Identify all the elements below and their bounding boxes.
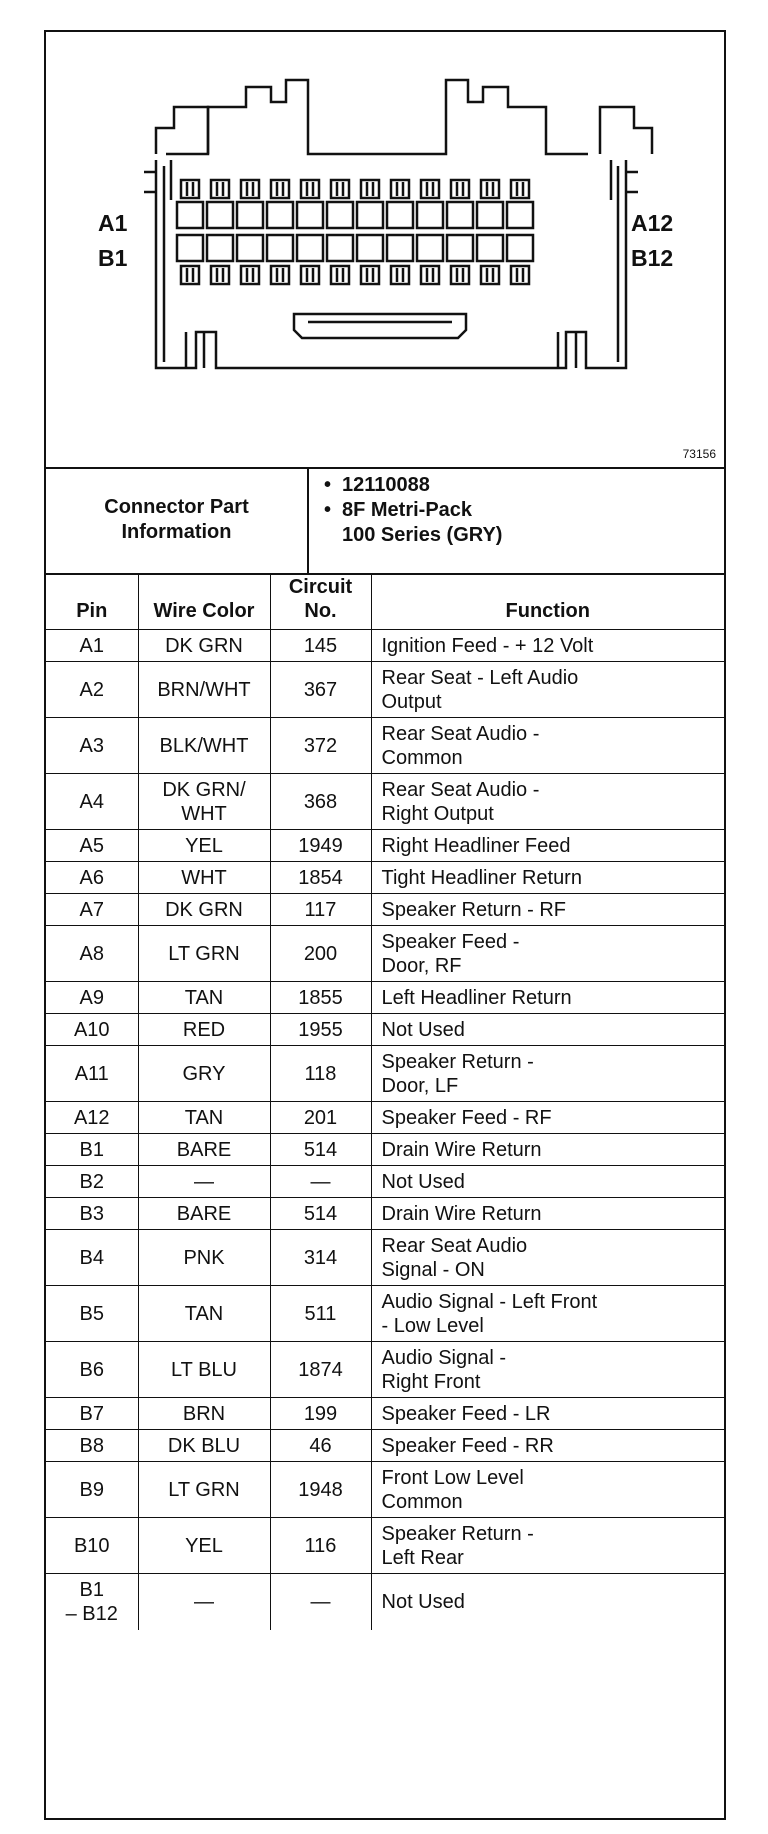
circuit-cell: 1955 bbox=[270, 1014, 371, 1046]
pin-cell: A1 bbox=[46, 630, 138, 662]
pin-cell: A2 bbox=[46, 662, 138, 718]
function-cell: Left Headliner Return bbox=[371, 982, 724, 1014]
pin-latch-b bbox=[361, 266, 379, 284]
circuit-cell: 367 bbox=[270, 662, 371, 718]
pin-cell: A6 bbox=[46, 862, 138, 894]
pin-cell-a bbox=[507, 202, 533, 228]
wire-color-cell: — bbox=[138, 1574, 270, 1630]
pin-cell-b bbox=[357, 235, 383, 261]
connector-face-icon bbox=[46, 32, 724, 467]
pin-latch-a-detail bbox=[217, 182, 223, 196]
pin-latch-a-detail bbox=[307, 182, 313, 196]
function-cell: Not Used bbox=[371, 1014, 724, 1046]
pin-latch-a-detail bbox=[457, 182, 463, 196]
connector-diagram bbox=[46, 32, 724, 469]
pin-latch-b-detail bbox=[367, 268, 373, 282]
pin-cell-a bbox=[417, 202, 443, 228]
function-cell: Audio Signal - Left Front - Low Level bbox=[371, 1286, 724, 1342]
pin-cell: A7 bbox=[46, 894, 138, 926]
wire-color-cell: DK BLU bbox=[138, 1430, 270, 1462]
pin-latch-a-detail bbox=[247, 182, 253, 196]
part-info-list bbox=[324, 473, 502, 548]
pin-latch-b bbox=[391, 266, 409, 284]
table-row bbox=[46, 718, 724, 774]
wire-color-cell: BRN bbox=[138, 1398, 270, 1430]
wire-color-cell: — bbox=[138, 1166, 270, 1198]
pin-cell-b bbox=[327, 235, 353, 261]
table-row bbox=[46, 1430, 724, 1462]
wire-color-cell: YEL bbox=[138, 1518, 270, 1574]
part-info-item bbox=[324, 498, 502, 548]
wire-color-cell: BLK/WHT bbox=[138, 718, 270, 774]
wire-color-cell: DK GRN bbox=[138, 630, 270, 662]
pin-cell-b bbox=[297, 235, 323, 261]
function-cell: Right Headliner Feed bbox=[371, 830, 724, 862]
pin-cell: B7 bbox=[46, 1398, 138, 1430]
table-row bbox=[46, 774, 724, 830]
wire-color-cell: RED bbox=[138, 1014, 270, 1046]
pin-latch-b-detail bbox=[217, 268, 223, 282]
figure-number: 73156 bbox=[682, 447, 716, 461]
pin-latch-a bbox=[181, 180, 199, 198]
pin-cell-b bbox=[387, 235, 413, 261]
pin-cell: A8 bbox=[46, 926, 138, 982]
pin-latch-b bbox=[301, 266, 319, 284]
pin-cell-a bbox=[327, 202, 353, 228]
circuit-cell: 46 bbox=[270, 1430, 371, 1462]
circuit-cell: 118 bbox=[270, 1046, 371, 1102]
function-cell: Not Used bbox=[371, 1166, 724, 1198]
table-row bbox=[46, 1286, 724, 1342]
function-cell: Speaker Feed - Door, RF bbox=[371, 926, 724, 982]
table-row bbox=[46, 1134, 724, 1166]
pin-cell-a bbox=[477, 202, 503, 228]
pin-latch-b-detail bbox=[397, 268, 403, 282]
function-cell: Rear Seat Audio - Right Output bbox=[371, 774, 724, 830]
pin-latch-b-detail bbox=[187, 268, 193, 282]
wire-color-cell: LT BLU bbox=[138, 1342, 270, 1398]
function-cell: Speaker Return - Door, LF bbox=[371, 1046, 724, 1102]
pin-latch-a-detail bbox=[277, 182, 283, 196]
pin-latch-a-detail bbox=[397, 182, 403, 196]
table-row bbox=[46, 662, 724, 718]
pin-latch-b bbox=[181, 266, 199, 284]
bullet-icon: • bbox=[324, 499, 332, 521]
pin-latch-a bbox=[211, 180, 229, 198]
circuit-cell: 514 bbox=[270, 1134, 371, 1166]
pin-latch-a bbox=[511, 180, 529, 198]
pin-latch-b bbox=[241, 266, 259, 284]
table-row bbox=[46, 926, 724, 982]
pin-cell: A11 bbox=[46, 1046, 138, 1102]
function-cell: Speaker Feed - LR bbox=[371, 1398, 724, 1430]
pin-cell: B8 bbox=[46, 1430, 138, 1462]
table-row bbox=[46, 830, 724, 862]
function-cell: Front Low Level Common bbox=[371, 1462, 724, 1518]
pin-latch-b bbox=[451, 266, 469, 284]
connector-series: 8F Metri-Pack 100 Series (GRY) bbox=[342, 499, 503, 546]
bullet-icon: • bbox=[324, 474, 332, 496]
wire-color-cell: DK GRN/ WHT bbox=[138, 774, 270, 830]
table-row bbox=[46, 1230, 724, 1286]
pin-latch-b-detail bbox=[487, 268, 493, 282]
pin-cell: B6 bbox=[46, 1342, 138, 1398]
table-row bbox=[46, 1342, 724, 1398]
pin-cell: B5 bbox=[46, 1286, 138, 1342]
pin-cell: A10 bbox=[46, 1014, 138, 1046]
wire-color-cell: YEL bbox=[138, 830, 270, 862]
part-info-label: Connector Part Information bbox=[46, 467, 309, 573]
circuit-cell: — bbox=[270, 1166, 371, 1198]
pin-latch-b-detail bbox=[247, 268, 253, 282]
label-a1: A1 bbox=[98, 210, 128, 236]
table-row bbox=[46, 1398, 724, 1430]
circuit-cell: 1948 bbox=[270, 1462, 371, 1518]
pin-cell: A4 bbox=[46, 774, 138, 830]
circuit-cell: 368 bbox=[270, 774, 371, 830]
pin-cell-b bbox=[177, 235, 203, 261]
pin-latch-b bbox=[481, 266, 499, 284]
wire-color-cell: WHT bbox=[138, 862, 270, 894]
pin-latch-a bbox=[241, 180, 259, 198]
pin-table bbox=[46, 573, 724, 1630]
pin-cell: B10 bbox=[46, 1518, 138, 1574]
table-row bbox=[46, 1102, 724, 1134]
circuit-cell: 372 bbox=[270, 718, 371, 774]
pin-cell-a bbox=[387, 202, 413, 228]
circuit-cell: 1949 bbox=[270, 830, 371, 862]
pin-latch-b bbox=[211, 266, 229, 284]
pin-latch-a bbox=[451, 180, 469, 198]
label-a12: A12 bbox=[631, 210, 674, 236]
function-cell: Drain Wire Return bbox=[371, 1198, 724, 1230]
circuit-cell: — bbox=[270, 1574, 371, 1630]
function-cell: Speaker Feed - RR bbox=[371, 1430, 724, 1462]
pin-latch-a-detail bbox=[517, 182, 523, 196]
pin-latch-b-detail bbox=[457, 268, 463, 282]
table-row bbox=[46, 1046, 724, 1102]
pin-cell: A5 bbox=[46, 830, 138, 862]
pin-cell-b bbox=[237, 235, 263, 261]
pin-latch-b bbox=[511, 266, 529, 284]
table-row bbox=[46, 1574, 724, 1630]
part-info-item bbox=[324, 473, 502, 498]
pin-latch-b-detail bbox=[517, 268, 523, 282]
circuit-cell: 1874 bbox=[270, 1342, 371, 1398]
pin-latch-a-detail bbox=[487, 182, 493, 196]
function-cell: Ignition Feed - + 12 Volt bbox=[371, 630, 724, 662]
circuit-cell: 116 bbox=[270, 1518, 371, 1574]
pin-latch-a bbox=[331, 180, 349, 198]
circuit-cell: 199 bbox=[270, 1398, 371, 1430]
function-cell: Drain Wire Return bbox=[371, 1134, 724, 1166]
pin-cell: B1 – B12 bbox=[46, 1574, 138, 1630]
table-row bbox=[46, 982, 724, 1014]
wire-color-cell: TAN bbox=[138, 1102, 270, 1134]
part-number: 12110088 bbox=[342, 474, 430, 496]
pin-latch-a bbox=[391, 180, 409, 198]
pin-latch-b-detail bbox=[307, 268, 313, 282]
pin-latch-b bbox=[331, 266, 349, 284]
pin-latch-a bbox=[301, 180, 319, 198]
pin-cell-a bbox=[177, 202, 203, 228]
circuit-cell: 1855 bbox=[270, 982, 371, 1014]
table-row bbox=[46, 630, 724, 662]
circuit-cell: 1854 bbox=[270, 862, 371, 894]
wire-color-cell: DK GRN bbox=[138, 894, 270, 926]
connector-part-information bbox=[46, 467, 724, 575]
pin-cell-a bbox=[357, 202, 383, 228]
pin-cell: B3 bbox=[46, 1198, 138, 1230]
table-row bbox=[46, 894, 724, 926]
header-pin: Pin bbox=[46, 573, 138, 630]
table-row bbox=[46, 1198, 724, 1230]
function-cell: Speaker Feed - RF bbox=[371, 1102, 724, 1134]
label-b1: B1 bbox=[98, 245, 128, 271]
circuit-cell: 200 bbox=[270, 926, 371, 982]
pin-cell: B9 bbox=[46, 1462, 138, 1518]
pin-cell-a bbox=[237, 202, 263, 228]
pin-cell: B4 bbox=[46, 1230, 138, 1286]
wire-color-cell: TAN bbox=[138, 1286, 270, 1342]
pin-latch-a-detail bbox=[337, 182, 343, 196]
pin-latch-a bbox=[481, 180, 499, 198]
pin-cell-b bbox=[417, 235, 443, 261]
pin-latch-b bbox=[271, 266, 289, 284]
function-cell: Audio Signal - Right Front bbox=[371, 1342, 724, 1398]
wire-color-cell: GRY bbox=[138, 1046, 270, 1102]
wire-color-cell: LT GRN bbox=[138, 1462, 270, 1518]
pin-latch-a-detail bbox=[367, 182, 373, 196]
function-cell: Rear Seat Audio - Common bbox=[371, 718, 724, 774]
pin-cell-b bbox=[507, 235, 533, 261]
pin-cell-a bbox=[447, 202, 473, 228]
pin-cell-a bbox=[297, 202, 323, 228]
pin-latch-b-detail bbox=[277, 268, 283, 282]
pin-latch-a bbox=[421, 180, 439, 198]
table-row bbox=[46, 1014, 724, 1046]
wire-color-cell: BRN/WHT bbox=[138, 662, 270, 718]
table-row bbox=[46, 1462, 724, 1518]
pin-cell-a bbox=[207, 202, 233, 228]
circuit-cell: 314 bbox=[270, 1230, 371, 1286]
pin-cell: A12 bbox=[46, 1102, 138, 1134]
circuit-cell: 117 bbox=[270, 894, 371, 926]
wire-color-cell: BARE bbox=[138, 1198, 270, 1230]
table-row bbox=[46, 1166, 724, 1198]
table-row bbox=[46, 1518, 724, 1574]
pin-cell-b bbox=[477, 235, 503, 261]
wire-color-cell: BARE bbox=[138, 1134, 270, 1166]
function-cell: Rear Seat - Left Audio Output bbox=[371, 662, 724, 718]
pin-latch-a-detail bbox=[187, 182, 193, 196]
table-row bbox=[46, 862, 724, 894]
pin-latch-b-detail bbox=[427, 268, 433, 282]
circuit-cell: 201 bbox=[270, 1102, 371, 1134]
pin-latch-a bbox=[361, 180, 379, 198]
connector-sheet bbox=[44, 30, 726, 1820]
label-b12: B12 bbox=[631, 245, 674, 271]
pin-cell: A3 bbox=[46, 718, 138, 774]
header-wire-color: Wire Color bbox=[138, 573, 270, 630]
pin-cell: B1 bbox=[46, 1134, 138, 1166]
wire-color-cell: LT GRN bbox=[138, 926, 270, 982]
pin-latch-a bbox=[271, 180, 289, 198]
function-cell: Speaker Return - RF bbox=[371, 894, 724, 926]
function-cell: Not Used bbox=[371, 1574, 724, 1630]
header-function: Function bbox=[371, 573, 724, 630]
pin-latch-b-detail bbox=[337, 268, 343, 282]
function-cell: Tight Headliner Return bbox=[371, 862, 724, 894]
circuit-cell: 511 bbox=[270, 1286, 371, 1342]
header-circuit: Circuit No. bbox=[270, 573, 371, 630]
function-cell: Speaker Return - Left Rear bbox=[371, 1518, 724, 1574]
pin-cell: A9 bbox=[46, 982, 138, 1014]
wire-color-cell: TAN bbox=[138, 982, 270, 1014]
pin-cell-a bbox=[267, 202, 293, 228]
pin-cell: B2 bbox=[46, 1166, 138, 1198]
pin-cell-b bbox=[447, 235, 473, 261]
wire-color-cell: PNK bbox=[138, 1230, 270, 1286]
pin-latch-a-detail bbox=[427, 182, 433, 196]
function-cell: Rear Seat Audio Signal - ON bbox=[371, 1230, 724, 1286]
pin-latch-b bbox=[421, 266, 439, 284]
circuit-cell: 514 bbox=[270, 1198, 371, 1230]
circuit-cell: 145 bbox=[270, 630, 371, 662]
pin-cell-b bbox=[267, 235, 293, 261]
pin-cell-b bbox=[207, 235, 233, 261]
